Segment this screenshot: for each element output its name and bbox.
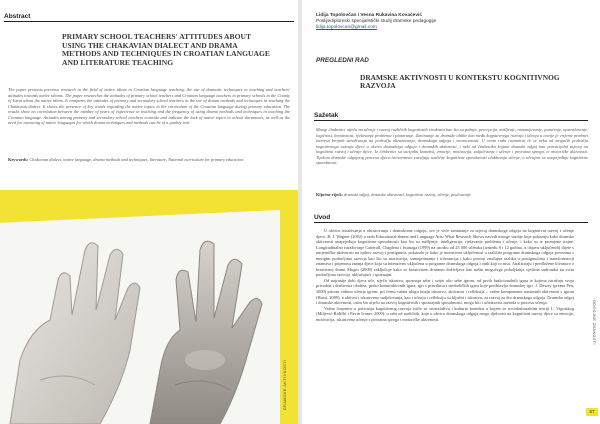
body-paragraph: U okviru istraživanja u obrazovanju i dramskome odgoju, sve je veće zanimanje za utjecaj dramskoga odgoja na kognitivni razvoj i učenje djece. B. J. Wagner (2002) u radu Educational drama and Language Arts: What Research Shows navodi mnoge studije koje pokazuju kako dramske aktivnosti unaprjeđuju kognitivne sposobnosti kao što su mišljenje, inteligencija, rješavanje problema i učenje, i kako su te promjene trajne. Longitudinalno istraživanje Catterall, Chapleau i Iwanaga (1999) na uzorku od 25 000 učenika (između 8 i 12 godina, u objavu uključenih) dijete s umjetničke aktivnosti na njihov razvoj i postignuća, pokazalo je kako je intenzivna uključenost u različite programe dramskoga odgoja povezana s mnogim područjima razvoja kao što su motivacija, samopoimanje i tolerancija i kako postoji značajna razlika u postignućima i transformaciji znanstva i prijenosu znanja djece koja su intenzivno uključena u programe dramskoga odgoja i onih koji to nisu. Analiziraju i predložene literature o kreativnoj drami Moges (2008) zaključuje kako se kreativnom dramom doživljava kao našin mogućega poboljšanja vještina sudionika na svim područjima razvoja, uključujući i spoznajni.	[316, 228, 575, 278]
croatian-title: DRAMSKE AKTIVNOSTI U KONTEKSTU KOGNITIVNOG RAZVOJA	[360, 73, 560, 91]
uvod-heading: Uvod	[314, 214, 588, 223]
side-label: ODGOJNE ZNANOSTI	[592, 300, 596, 345]
croatian-keywords-label: Ključne riječi:	[316, 192, 343, 197]
croatian-keywords	[316, 192, 588, 198]
vertical-caption: DRAMSKE AKTIVNOSTI	[283, 359, 287, 410]
hands-photo	[0, 210, 280, 424]
body-paragraph: Od najranije dobi djeca uče, stječu iskustva, spoznaju sebe i svijet oko sebe igrom, od prvih funkcionalnih igara te kojima istražuju svoja privodna i društvena okolina, preko konstruktivnih igara, igri s pravilima i simboličkih igara koje predstavlja dramskoj igri. J. Dewey (prema Pen, 2009) pritom vidimo učenja igrom, pri čemu važnu ulogu imaju iskustvo, aktivnost i refleksija – važne komponente nastavnih aktivnosti s igrom (Hurst, 2009), a aktivni i iskustveno sudjelovanja, kao i učenju i refleksiju su ključni i iskustvu, za razvoj za dio dramskoga odgoja. Dramske odgoj i dramske aktivnosti, osim što utječu na razvoj kognitivnih i spoznajnih sposobnosti, mogu biti i učinkovita metoda u procesu učenja.	[316, 277, 574, 306]
abstract-heading: Abstract	[4, 13, 294, 22]
right-page	[302, 0, 600, 424]
english-keywords-label: Keywords:	[8, 157, 29, 162]
croatian-abstract: Mnogi čimbenici utječu na učenje i razvoj različitih kognitivnih struktura kao što su pažnja, percepcija, mišljenje, razumijevanje, pamćenje, apstrahiranje, logičnost, kreativnost, rješavanje problema i planiranje. Zanimanje za dramske oblike kao među kognitivnoga razvoja i učenja u novije je vrijeme predmet interesa brojnih istraživanja na području obrazovanja, dramskoga odgoja i neurocznosti. U ovom radu razmatrat će se neka od mogućih područja kognitivnoga razvoja djece u okviru dramskoga odgoja i dramskih aktivnosti, i neki od čimbenika kojima dramski odgoj ima potencijalni utjecaj na kognitivni razvoj i učenje djece. Iz čimbenici su socijalni kontekst, emocije, motivacija, zaljučivanje i učenje i povratna sprega, te motoričke aktivnosti. Tijekom dramske odgojnog procesa djeca istovremeno razvijaju različite kognitivne sposobnosti olakšavaju učenje, a učenjem se unaprjeđuju kognitivne sposobnosti.	[316, 127, 588, 165]
paper-type-label: PREGLEDNI RAD	[316, 57, 369, 64]
author-names: Lidija Topolovčan i Vesna Rukavina Kovačević	[316, 13, 423, 18]
english-abstract: The paper presents previous research in the field of native idiom in Croatian language teaching, the use of dramatic techniques in teaching and teachers' attitudes towards native idioms. The paper researches the attitudes of primary school teachers and Croatian language teachers in primary schools in the County of Istria about the native idiom. It compares the attitudes of primary and secondary school teachers in the use of drama methods and techniques in teaching the Chakavian dialect. It shows the presence of key words regarding the native topics in the curriculum of the Croatian language during primary education. The results show no correlation between the number of years of experience in teaching and the frequency of using drama methods and techniques in teaching the Croatian language. Attitudes among primary and secondary school teachers coincide and indicate the lack of native topics in school documents, as well as the need for nurturing of native languages for which drama techniques and methods can be of a quality tool.	[8, 87, 290, 125]
english-title: PRIMARY SCHOOL TEACHERS' ATTITUDES ABOUT USING THE CHAKAVIAN DIALECT AND DRAMA METHODS AND TECHNIQUES IN CROATIAN LANGUAGE AND LITERATURE TEACHING	[62, 32, 270, 67]
english-keywords-text: Chakavian dialect, native language, drama methods and techniques, literature, National curriculum for primary education	[29, 157, 244, 162]
body-paragraph: Važnu činjenicu u poticanju kognitivnog razvoja ističe su stvaralaštvu i kulturni kontekst u kojem se sociokulturalnim teoriji L. Vigotskog (Miljević-Riđički i Pavin Ivanec 2009), u sebi od različitih, koje u okviru dramskoga odgoja mogu djelovati na kognitivni razvoj djece su emocije, motivacija, iskustveno učenje s povratna sprega i motoričke aktivnosti.	[316, 305, 574, 322]
body-text	[316, 228, 574, 322]
hands-illustration	[0, 210, 280, 424]
side-column	[587, 230, 597, 420]
page-number: 57	[586, 408, 598, 416]
author-affiliation: Poslijediplomski specijalistički studij dramske pedagogije	[316, 19, 437, 25]
english-keywords	[8, 157, 290, 163]
author-email-link[interactable]: lidija.topolovcan@gmail.com	[316, 25, 377, 31]
croatian-keywords-text: dramski odgoj, dramske aktivnosti, kognitivni razvoj, učenje, poučavanje	[344, 192, 472, 197]
author-block	[316, 13, 586, 32]
sazetak-heading: Sažetak	[314, 112, 588, 121]
left-page	[0, 0, 298, 424]
